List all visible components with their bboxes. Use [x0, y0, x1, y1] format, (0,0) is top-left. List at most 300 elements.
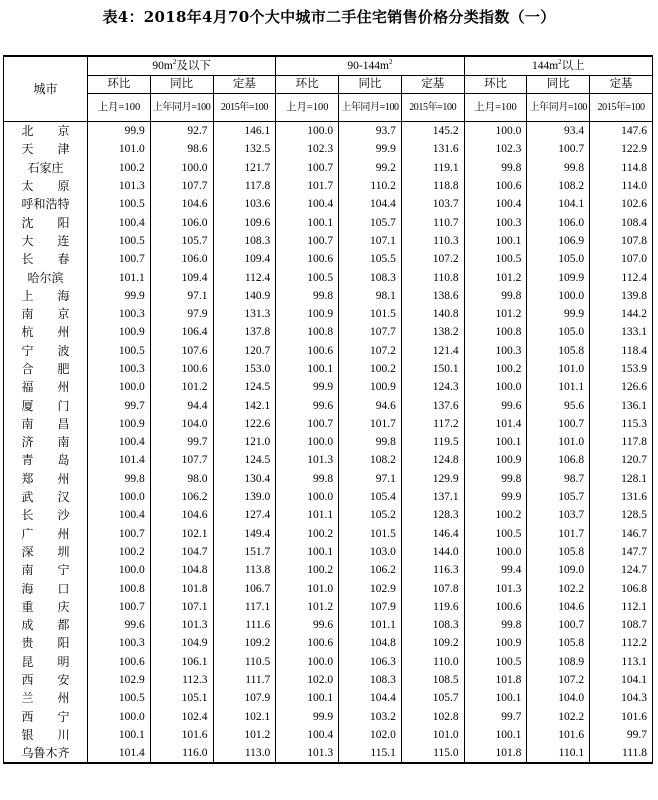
- city-name: 广 州: [4, 525, 88, 543]
- index-value: 151.7: [213, 543, 276, 561]
- index-value: 104.6: [150, 195, 213, 213]
- index-value: 99.9: [88, 287, 151, 305]
- index-value: 139.8: [590, 287, 653, 305]
- index-value: 101.1: [276, 506, 339, 524]
- index-value: 138.2: [401, 323, 464, 341]
- index-value: 100.1: [276, 360, 339, 378]
- city-name: 南 宁: [4, 561, 88, 579]
- index-value: 146.7: [590, 525, 653, 543]
- index-value: 100.8: [464, 323, 527, 341]
- index-value: 106.8: [590, 579, 653, 597]
- index-value: 100.5: [276, 268, 339, 286]
- index-value: 109.6: [213, 213, 276, 231]
- index-value: 114.0: [590, 177, 653, 195]
- index-value: 142.1: [213, 396, 276, 414]
- index-value: 101.6: [150, 726, 213, 744]
- city-name: 深 圳: [4, 543, 88, 561]
- index-value: 101.4: [88, 744, 151, 763]
- table-row: [4, 451, 653, 469]
- index-value: 144.0: [401, 543, 464, 561]
- index-value: 105.5: [339, 250, 402, 268]
- index-value: 97.1: [339, 470, 402, 488]
- index-value: 100.0: [464, 378, 527, 396]
- index-value: 126.6: [590, 378, 653, 396]
- index-value: 100.5: [464, 653, 527, 671]
- city-name: 长 沙: [4, 506, 88, 524]
- index-value: 100.0: [276, 122, 339, 141]
- index-value: 100.5: [464, 250, 527, 268]
- index-value: 100.2: [276, 525, 339, 543]
- index-value: 98.7: [527, 470, 590, 488]
- city-name: 福 州: [4, 378, 88, 396]
- index-value: 103.7: [527, 506, 590, 524]
- index-value: 106.2: [339, 561, 402, 579]
- index-value: 100.4: [276, 726, 339, 744]
- index-value: 103.6: [213, 195, 276, 213]
- index-value: 107.8: [590, 232, 653, 250]
- index-value: 99.9: [88, 122, 151, 141]
- table-row: [4, 433, 653, 451]
- city-name: 长 春: [4, 250, 88, 268]
- city-name: 南 昌: [4, 415, 88, 433]
- city-name: 宁 波: [4, 342, 88, 360]
- city-name: 合 肥: [4, 360, 88, 378]
- base-period-cell: 上年同月=100: [150, 94, 213, 122]
- index-value: 149.4: [213, 525, 276, 543]
- table-row: [4, 287, 653, 305]
- index-value: 94.6: [339, 396, 402, 414]
- index-value: 129.9: [401, 470, 464, 488]
- index-value: 101.8: [150, 579, 213, 597]
- index-value: 102.0: [276, 671, 339, 689]
- index-value: 107.6: [150, 342, 213, 360]
- index-value: 107.0: [590, 250, 653, 268]
- index-value: 100.3: [88, 360, 151, 378]
- index-value: 108.9: [527, 653, 590, 671]
- index-value: 117.2: [401, 415, 464, 433]
- table-row: [4, 140, 653, 158]
- group-header-medium: $90-144m^2$: [276, 56, 464, 76]
- index-value: 107.8: [401, 579, 464, 597]
- index-value: 109.2: [213, 634, 276, 652]
- index-value: 105.8: [527, 543, 590, 561]
- city-name: 成 都: [4, 616, 88, 634]
- index-value: 124.5: [213, 378, 276, 396]
- base-period-cell: 上月=100: [276, 94, 339, 122]
- index-value: 105.1: [150, 689, 213, 707]
- index-value: 100.7: [88, 598, 151, 616]
- index-value: 124.7: [590, 561, 653, 579]
- index-value: 102.2: [527, 708, 590, 726]
- table-row: [4, 360, 653, 378]
- index-value: 101.7: [276, 177, 339, 195]
- index-value: 99.7: [464, 708, 527, 726]
- index-value: 101.1: [88, 268, 151, 286]
- index-value: 103.7: [401, 195, 464, 213]
- index-value: 99.8: [276, 470, 339, 488]
- index-value: 139.0: [213, 488, 276, 506]
- city-name: 南 京: [4, 305, 88, 323]
- index-value: 127.4: [213, 506, 276, 524]
- index-value: 100.0: [88, 708, 151, 726]
- index-value: 122.6: [213, 415, 276, 433]
- index-value: 118.8: [401, 177, 464, 195]
- index-value: 101.7: [339, 415, 402, 433]
- index-value: 100.6: [276, 250, 339, 268]
- index-value: 118.4: [590, 342, 653, 360]
- city-column-header: 城市: [4, 56, 88, 122]
- index-value: 99.9: [527, 305, 590, 323]
- index-value: 146.4: [401, 525, 464, 543]
- index-value: 112.2: [590, 634, 653, 652]
- index-value: 128.5: [590, 506, 653, 524]
- index-value: 128.3: [401, 506, 464, 524]
- index-value: 105.7: [150, 232, 213, 250]
- city-name: 昆 明: [4, 653, 88, 671]
- city-name: 哈尔滨: [4, 268, 88, 286]
- index-value: 94.4: [150, 396, 213, 414]
- index-value: 102.6: [590, 195, 653, 213]
- index-value: 101.5: [339, 525, 402, 543]
- table-row: [4, 177, 653, 195]
- index-value: 100.1: [464, 726, 527, 744]
- index-value: 100.0: [276, 488, 339, 506]
- table-row: [4, 653, 653, 671]
- index-value: 106.3: [339, 653, 402, 671]
- index-value: 147.6: [590, 122, 653, 141]
- city-name: 西 安: [4, 671, 88, 689]
- city-name: 银 川: [4, 726, 88, 744]
- index-value: 100.2: [464, 360, 527, 378]
- index-value: 99.7: [590, 726, 653, 744]
- city-name: 海 口: [4, 579, 88, 597]
- table-row: [4, 268, 653, 286]
- index-value: 101.2: [464, 268, 527, 286]
- city-name: 重 庆: [4, 598, 88, 616]
- index-value: 93.7: [339, 122, 402, 141]
- index-value: 104.8: [150, 561, 213, 579]
- index-value: 100.1: [464, 232, 527, 250]
- index-value: 108.5: [401, 671, 464, 689]
- city-name: 济 南: [4, 433, 88, 451]
- city-name: 大 连: [4, 232, 88, 250]
- index-value: 104.4: [339, 195, 402, 213]
- index-value: 101.2: [464, 305, 527, 323]
- table-row: [4, 323, 653, 341]
- city-name: 呼和浩特: [4, 195, 88, 213]
- index-value: 100.5: [88, 195, 151, 213]
- table-row: [4, 470, 653, 488]
- table-row: [4, 726, 653, 744]
- index-value: 104.8: [339, 634, 402, 652]
- base-period-cell: 上月=100: [88, 94, 151, 122]
- table-row: [4, 488, 653, 506]
- index-value: 107.7: [339, 323, 402, 341]
- city-name: 太 原: [4, 177, 88, 195]
- index-value: 108.2: [339, 451, 402, 469]
- index-value: 108.2: [527, 177, 590, 195]
- index-value: 100.1: [464, 689, 527, 707]
- index-value: 110.2: [339, 177, 402, 195]
- index-value: 100.2: [339, 360, 402, 378]
- index-value: 100.0: [464, 543, 527, 561]
- index-value: 104.3: [590, 689, 653, 707]
- index-value: 102.3: [464, 140, 527, 158]
- index-value: 102.1: [150, 525, 213, 543]
- index-value: 99.7: [88, 396, 151, 414]
- index-value: 107.9: [339, 598, 402, 616]
- index-value: 111.8: [590, 744, 653, 763]
- index-value: 104.0: [527, 689, 590, 707]
- subheader-cell: 同比: [150, 76, 213, 94]
- index-value: 122.9: [590, 140, 653, 158]
- index-value: 101.8: [464, 671, 527, 689]
- price-index-table: [3, 55, 653, 764]
- index-value: 117.8: [213, 177, 276, 195]
- index-value: 106.2: [150, 488, 213, 506]
- subheader-cell: 环比: [88, 76, 151, 94]
- index-value: 98.1: [339, 287, 402, 305]
- table-row: [4, 598, 653, 616]
- index-value: 104.6: [150, 506, 213, 524]
- index-value: 119.5: [401, 433, 464, 451]
- index-value: 105.0: [527, 323, 590, 341]
- index-value: 100.7: [276, 415, 339, 433]
- index-value: 98.6: [150, 140, 213, 158]
- table-row: [4, 689, 653, 707]
- index-value: 109.2: [401, 634, 464, 652]
- city-name: 北 京: [4, 122, 88, 141]
- index-value: 105.0: [527, 250, 590, 268]
- table-title: 表4：2018年4月70个大中城市二手住宅销售价格分类指数（一）: [102, 8, 556, 26]
- city-name: 沈 阳: [4, 213, 88, 231]
- table-row: [4, 250, 653, 268]
- index-value: 116.0: [150, 744, 213, 763]
- city-name: 杭 州: [4, 323, 88, 341]
- index-value: 108.3: [339, 671, 402, 689]
- table-row: [4, 122, 653, 141]
- index-value: 93.4: [527, 122, 590, 141]
- index-value: 101.2: [213, 726, 276, 744]
- index-value: 150.1: [401, 360, 464, 378]
- index-value: 100.5: [88, 342, 151, 360]
- index-value: 102.0: [339, 726, 402, 744]
- base-period-cell: 2015年=100: [401, 94, 464, 122]
- index-value: 107.2: [401, 250, 464, 268]
- index-value: 112.4: [213, 268, 276, 286]
- index-value: 100.4: [88, 433, 151, 451]
- index-value: 106.0: [527, 213, 590, 231]
- subheader-cell: 环比: [276, 76, 339, 94]
- index-value: 100.4: [88, 506, 151, 524]
- index-value: 100.9: [88, 415, 151, 433]
- city-name: 贵 阳: [4, 634, 88, 652]
- index-value: 100.6: [464, 177, 527, 195]
- index-value: 100.5: [88, 232, 151, 250]
- index-value: 92.7: [150, 122, 213, 141]
- index-value: 104.9: [150, 634, 213, 652]
- city-name: 厦 门: [4, 396, 88, 414]
- index-value: 99.8: [339, 433, 402, 451]
- index-value: 99.9: [464, 488, 527, 506]
- index-value: 101.2: [150, 378, 213, 396]
- index-value: 101.6: [590, 708, 653, 726]
- index-value: 102.1: [213, 708, 276, 726]
- index-value: 106.1: [150, 653, 213, 671]
- index-value: 106.7: [213, 579, 276, 597]
- table-row: [4, 195, 653, 213]
- index-value: 101.1: [339, 616, 402, 634]
- index-value: 107.7: [150, 451, 213, 469]
- index-value: 107.9: [213, 689, 276, 707]
- index-value: 144.2: [590, 305, 653, 323]
- index-value: 100.0: [276, 653, 339, 671]
- index-value: 113.0: [213, 744, 276, 763]
- index-value: 100.6: [88, 653, 151, 671]
- index-value: 124.8: [401, 451, 464, 469]
- index-value: 100.1: [276, 689, 339, 707]
- index-value: 99.2: [339, 159, 402, 177]
- index-value: 100.6: [276, 634, 339, 652]
- index-value: 124.5: [213, 451, 276, 469]
- index-value: 100.3: [88, 634, 151, 652]
- index-value: 115.0: [401, 744, 464, 763]
- index-value: 100.0: [88, 488, 151, 506]
- index-value: 103.0: [339, 543, 402, 561]
- index-value: 132.5: [213, 140, 276, 158]
- table-row: [4, 579, 653, 597]
- city-name: 天 津: [4, 140, 88, 158]
- index-value: 99.8: [276, 287, 339, 305]
- table-row: [4, 159, 653, 177]
- index-value: 100.1: [464, 433, 527, 451]
- index-value: 108.3: [401, 616, 464, 634]
- index-value: 100.9: [88, 323, 151, 341]
- index-value: 136.1: [590, 396, 653, 414]
- index-value: 106.4: [150, 323, 213, 341]
- index-value: 119.1: [401, 159, 464, 177]
- table-row: [4, 634, 653, 652]
- index-value: 104.7: [150, 543, 213, 561]
- index-value: 101.3: [88, 177, 151, 195]
- index-value: 101.0: [276, 579, 339, 597]
- index-value: 100.9: [464, 451, 527, 469]
- index-value: 113.1: [590, 653, 653, 671]
- index-value: 106.0: [150, 213, 213, 231]
- index-value: 100.2: [276, 561, 339, 579]
- index-value: 110.8: [401, 268, 464, 286]
- index-value: 102.9: [88, 671, 151, 689]
- index-value: 104.1: [590, 671, 653, 689]
- index-value: 100.7: [527, 415, 590, 433]
- table-row: [4, 708, 653, 726]
- index-value: 104.0: [150, 415, 213, 433]
- index-value: 101.1: [527, 378, 590, 396]
- index-value: 99.8: [464, 159, 527, 177]
- index-value: 124.3: [401, 378, 464, 396]
- index-value: 107.2: [527, 671, 590, 689]
- index-value: 99.6: [464, 396, 527, 414]
- index-value: 107.1: [150, 598, 213, 616]
- index-value: 109.9: [527, 268, 590, 286]
- index-value: 140.8: [401, 305, 464, 323]
- index-value: 100.7: [276, 159, 339, 177]
- index-value: 97.1: [150, 287, 213, 305]
- index-value: 100.8: [276, 323, 339, 341]
- index-value: 131.6: [401, 140, 464, 158]
- index-value: 105.7: [527, 488, 590, 506]
- index-value: 100.0: [150, 159, 213, 177]
- index-value: 99.8: [88, 470, 151, 488]
- subheader-cell: 环比: [464, 76, 527, 94]
- index-value: 153.9: [590, 360, 653, 378]
- index-value: 146.1: [213, 122, 276, 141]
- index-value: 140.9: [213, 287, 276, 305]
- index-value: 110.5: [213, 653, 276, 671]
- index-value: 121.7: [213, 159, 276, 177]
- city-name: 石家庄: [4, 159, 88, 177]
- index-value: 120.7: [213, 342, 276, 360]
- table-row: [4, 525, 653, 543]
- index-value: 108.3: [213, 232, 276, 250]
- index-value: 102.2: [527, 579, 590, 597]
- index-value: 99.6: [276, 396, 339, 414]
- index-value: 100.5: [464, 525, 527, 543]
- index-value: 114.8: [590, 159, 653, 177]
- base-period-cell: 上年同月=100: [339, 94, 402, 122]
- index-value: 107.2: [339, 342, 402, 360]
- table-row: [4, 378, 653, 396]
- index-value: 117.1: [213, 598, 276, 616]
- table-row: [4, 305, 653, 323]
- table-row: [4, 744, 653, 763]
- index-value: 138.6: [401, 287, 464, 305]
- index-value: 105.7: [401, 689, 464, 707]
- table-row: [4, 671, 653, 689]
- index-value: 100.1: [276, 213, 339, 231]
- city-name: 乌鲁木齐: [4, 744, 88, 763]
- index-value: 100.4: [276, 195, 339, 213]
- index-value: 101.8: [464, 744, 527, 763]
- index-value: 101.4: [464, 415, 527, 433]
- index-value: 147.7: [590, 543, 653, 561]
- index-value: 102.9: [339, 579, 402, 597]
- index-value: 119.6: [401, 598, 464, 616]
- index-value: 117.8: [590, 433, 653, 451]
- index-value: 102.3: [276, 140, 339, 158]
- index-value: 102.4: [150, 708, 213, 726]
- index-value: 100.2: [464, 506, 527, 524]
- index-value: 105.4: [339, 488, 402, 506]
- index-value: 98.0: [150, 470, 213, 488]
- index-value: 110.3: [401, 232, 464, 250]
- index-value: 121.0: [213, 433, 276, 451]
- table-row: [4, 616, 653, 634]
- subheader-cell: 同比: [527, 76, 590, 94]
- index-value: 112.1: [590, 598, 653, 616]
- index-value: 100.9: [464, 634, 527, 652]
- city-name: 西 宁: [4, 708, 88, 726]
- index-value: 115.3: [590, 415, 653, 433]
- index-value: 104.6: [527, 598, 590, 616]
- index-value: 109.4: [213, 250, 276, 268]
- index-value: 153.0: [213, 360, 276, 378]
- index-value: 100.9: [276, 305, 339, 323]
- table-row: [4, 543, 653, 561]
- index-value: 137.8: [213, 323, 276, 341]
- index-value: 101.4: [88, 451, 151, 469]
- index-value: 106.8: [527, 451, 590, 469]
